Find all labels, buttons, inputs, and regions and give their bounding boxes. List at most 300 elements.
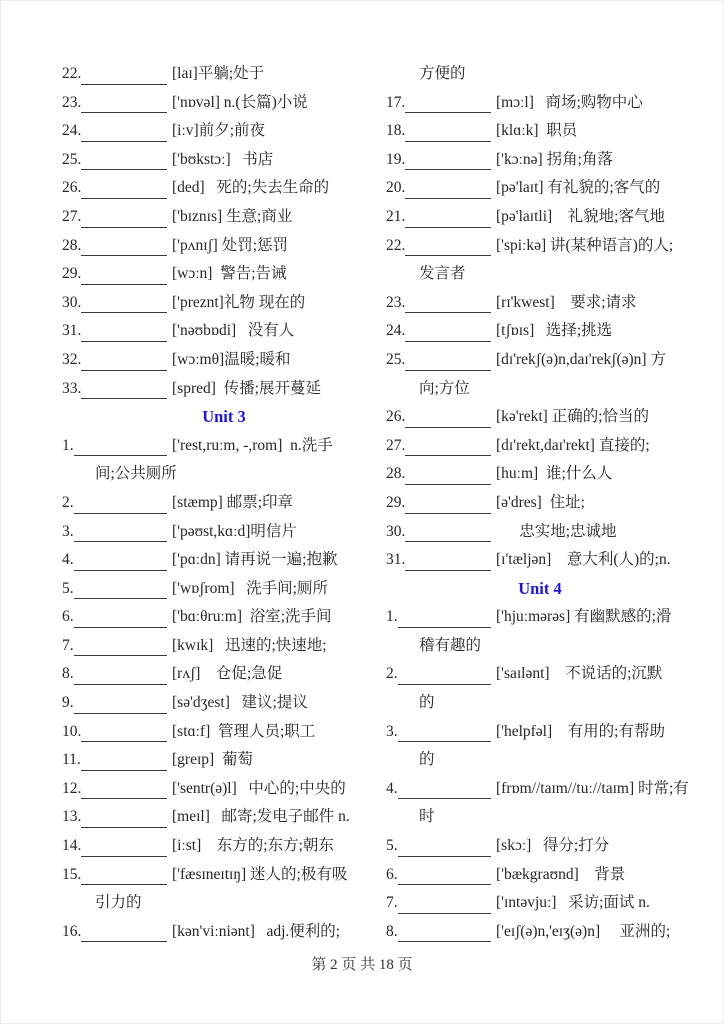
- fill-in-blank: [81, 317, 167, 342]
- entry-number: 2.: [62, 493, 74, 511]
- chinese-meaning: 建议;提议: [229, 694, 308, 712]
- entry-numline: [62, 346, 167, 375]
- ipa-pronunciation: [tʃɒɪs]: [496, 322, 535, 340]
- entry-text: [167, 637, 327, 654]
- ipa-pronunciation: ['rest,ruːm, -,rom]: [172, 436, 283, 454]
- chinese-meaning: 东方的;东方;朝东: [201, 837, 334, 855]
- entry-numline: [62, 632, 167, 661]
- ipa-pronunciation: [greɪp]: [172, 751, 215, 769]
- continuation-line: 时: [419, 808, 435, 826]
- entry-number: 27.: [62, 207, 82, 225]
- chinese-meaning: 平躺;处于: [197, 65, 265, 82]
- vocab-entry: [62, 546, 386, 575]
- fill-in-blank: [405, 317, 491, 342]
- chinese-meaning: 温暖;暖和: [224, 350, 291, 368]
- entry-numline: [386, 289, 491, 318]
- vocab-entry: [62, 775, 386, 804]
- vocab-entry: [386, 489, 694, 518]
- entry-number: 7.: [62, 636, 74, 654]
- entry-number: 31.: [386, 551, 406, 569]
- entry-numline: [386, 174, 491, 203]
- entry-number: 21.: [386, 207, 406, 225]
- chinese-meaning: 直接的;: [594, 436, 650, 454]
- fill-in-blank: [398, 718, 491, 743]
- entry-text: [491, 923, 670, 940]
- ipa-pronunciation: [rʌʃ]: [172, 665, 201, 683]
- vocab-entry: [62, 718, 386, 747]
- vocab-entry: [386, 832, 694, 861]
- chinese-meaning: 忠实地;忠诚地: [496, 522, 617, 540]
- entry-text: [167, 751, 253, 768]
- entry-text: [167, 923, 340, 940]
- vocab-entry: [62, 232, 386, 261]
- chinese-meaning: 礼貌地;客气地: [552, 207, 665, 225]
- chinese-meaning: 仓促;急促: [200, 665, 283, 683]
- fill-in-blank: [405, 403, 491, 428]
- chinese-meaning: 迷人的;极有吸: [246, 865, 348, 883]
- continuation-line: 向;方位: [419, 379, 470, 397]
- vocab-entry: [386, 775, 694, 804]
- entry-numline: [386, 232, 491, 261]
- vocab-entry: [386, 546, 694, 575]
- entry-text: [167, 94, 308, 111]
- entry-numline: [386, 832, 491, 861]
- entry-text: [167, 723, 315, 740]
- chinese-meaning: 背景: [578, 865, 626, 883]
- unit-heading: Unit 3: [202, 407, 246, 427]
- entry-numline: [386, 460, 491, 489]
- entry-text: [167, 294, 305, 311]
- chinese-meaning: 拐角;角落: [542, 150, 613, 168]
- fill-in-blank: [405, 89, 491, 114]
- fill-in-blank: [81, 289, 167, 314]
- ipa-pronunciation: ['kɔːnə]: [496, 150, 543, 168]
- fill-in-blank: [405, 489, 491, 514]
- vocab-entry: [62, 375, 386, 404]
- entry-numline: [62, 718, 167, 747]
- ipa-pronunciation: [frɒm//taɪm//tuː//taɪm]: [496, 779, 635, 797]
- fill-in-blank: [398, 861, 491, 886]
- ipa-pronunciation: ['eɪʃ(ə)n,'eɪʒ(ə)n]: [496, 922, 601, 940]
- continuation-line: 的: [419, 694, 435, 712]
- ipa-pronunciation: [rɪ'kwest]: [496, 293, 555, 311]
- ipa-pronunciation: [pə'laɪtli]: [496, 207, 553, 225]
- fill-in-blank: [405, 174, 491, 199]
- entry-numline: [62, 289, 167, 318]
- entry-number: 1.: [62, 436, 74, 454]
- entry-text: [491, 437, 650, 454]
- chinese-meaning: 不说话的;沉默: [549, 665, 663, 683]
- fill-in-blank: [81, 746, 167, 771]
- entry-text: [167, 322, 294, 339]
- entry-number: 13.: [62, 808, 82, 826]
- fill-in-blank: [81, 718, 167, 743]
- entry-numline: [386, 317, 491, 346]
- entry-numline: [386, 889, 491, 918]
- ipa-pronunciation: ['bɪznɪs]: [172, 207, 223, 225]
- ipa-pronunciation: ['bʊkstɔː]: [172, 150, 231, 168]
- chinese-meaning: 谁;什么人: [538, 465, 613, 483]
- chinese-meaning: 得分;打分: [531, 837, 610, 855]
- entry-number: 23.: [386, 293, 406, 311]
- vocab-entry: [62, 346, 386, 375]
- entry-number: 25.: [386, 350, 406, 368]
- entry-number: 27.: [386, 436, 406, 454]
- entry-number: 20.: [386, 179, 406, 197]
- continuation-line: 间;公共厕所: [95, 465, 177, 483]
- entry-text: [491, 837, 609, 854]
- entry-numline: [386, 432, 491, 461]
- entry-numline: [62, 117, 167, 146]
- fill-in-blank: [81, 346, 167, 371]
- entry-numline: [62, 803, 167, 832]
- entry-number: 6.: [386, 865, 398, 883]
- ipa-pronunciation: [ded]: [172, 179, 205, 197]
- entry-number: 8.: [386, 922, 398, 940]
- chinese-meaning: 讲(某种语言)的人;: [546, 236, 674, 254]
- ipa-pronunciation: [klɑːk]: [496, 122, 539, 140]
- chinese-meaning: 洗手间;厕所: [234, 579, 328, 597]
- entry-number: 30.: [62, 293, 82, 311]
- chinese-meaning: 管理人员;职工: [210, 722, 316, 740]
- entry-numline: [62, 260, 167, 289]
- chinese-meaning: 时常;有: [634, 779, 689, 797]
- ipa-pronunciation: [kə'rekt]: [496, 408, 548, 426]
- vocab-entry: [386, 203, 694, 232]
- entry-number: 18.: [386, 122, 406, 140]
- vocab-entry: [62, 317, 386, 346]
- ipa-pronunciation: ['preznt]: [172, 293, 224, 311]
- entry-number: 14.: [62, 837, 82, 855]
- entry-number: 6.: [62, 608, 74, 626]
- entry-numline: [62, 89, 167, 118]
- chinese-meaning: 中心的;中央的: [236, 779, 346, 797]
- vocab-entry: [386, 403, 694, 432]
- entry-text: [167, 808, 350, 825]
- entry-numline: [62, 174, 167, 203]
- entry-text: [167, 237, 288, 254]
- chinese-meaning: 亚洲的;: [600, 922, 671, 940]
- ipa-pronunciation: ['nɒvəl]: [172, 93, 220, 111]
- vocab-entry: [386, 861, 694, 890]
- entry-text: [167, 494, 293, 511]
- chinese-meaning: 浴室;洗手间: [241, 608, 332, 626]
- entry-text: [167, 694, 308, 711]
- ipa-pronunciation: [mɔːl]: [496, 93, 534, 111]
- vocab-entry: [62, 861, 386, 890]
- unit-heading: Unit 4: [518, 578, 562, 598]
- entry-text: [491, 608, 671, 625]
- chinese-meaning: 邮票;印章: [222, 493, 293, 511]
- fill-in-blank: [405, 546, 491, 571]
- vocab-entry: [62, 260, 386, 289]
- entry-number: 26.: [62, 179, 82, 197]
- entry-text: [167, 523, 297, 540]
- ipa-pronunciation: ['fæsɪneɪtɪŋ]: [172, 865, 247, 883]
- chinese-meaning: 明信片: [250, 522, 297, 540]
- continuation-line: 引力的: [95, 894, 142, 912]
- entry-text: [491, 408, 649, 425]
- fill-in-blank: [74, 660, 167, 685]
- entry-text: [491, 237, 673, 254]
- chinese-meaning: 采访;面试 n.: [556, 894, 650, 912]
- ipa-pronunciation: [iːst]: [172, 837, 202, 855]
- chinese-meaning: 正确的;恰当的: [547, 408, 650, 426]
- entry-number: 15.: [62, 865, 82, 883]
- ipa-pronunciation: ['saɪlənt]: [496, 665, 550, 683]
- fill-in-blank: [81, 861, 167, 886]
- entry-number: 19.: [386, 150, 406, 168]
- fill-in-blank: [81, 146, 167, 171]
- entry-text: [491, 294, 637, 311]
- chinese-meaning: 职员: [538, 122, 578, 140]
- continuation-line: 的: [419, 751, 435, 769]
- vocab-entry: [62, 432, 386, 461]
- vocab-entry: [62, 803, 386, 832]
- entry-number: 11.: [62, 751, 81, 769]
- vocab-entry: [62, 689, 386, 718]
- entry-text: [167, 551, 337, 568]
- entry-number: 12.: [62, 779, 82, 797]
- fill-in-blank: [74, 489, 167, 514]
- entry-text: [491, 723, 665, 740]
- entry-text: [167, 437, 333, 454]
- fill-in-blank: [405, 289, 491, 314]
- fill-in-blank: [398, 775, 491, 800]
- entry-text: [491, 122, 577, 139]
- entry-numline: [62, 146, 167, 175]
- page-footer: 第 2 页 共 18 页: [311, 957, 413, 974]
- entry-number: 24.: [62, 122, 82, 140]
- entry-text: [167, 151, 273, 168]
- entry-numline: [62, 689, 167, 718]
- entry-number: 29.: [386, 493, 406, 511]
- fill-in-blank: [405, 460, 491, 485]
- vocab-entry: [62, 918, 386, 947]
- chinese-meaning: 有幽默感的;滑: [570, 608, 672, 626]
- entry-number: 17.: [386, 93, 406, 111]
- entry-numline: [386, 403, 491, 432]
- ipa-pronunciation: ['hjuːmərəs]: [496, 608, 571, 626]
- entry-text: [167, 780, 346, 797]
- entry-number: 7.: [386, 894, 398, 912]
- entry-number: 24.: [386, 322, 406, 340]
- vocab-entry: [62, 632, 386, 661]
- entry-number: 23.: [62, 93, 82, 111]
- entry-text: [491, 208, 665, 225]
- entry-number: 4.: [386, 779, 398, 797]
- entry-numline: [62, 575, 167, 604]
- ipa-pronunciation: [stɑːf]: [172, 722, 211, 740]
- ipa-pronunciation: ['spiːkə]: [496, 236, 547, 254]
- fill-in-blank: [81, 775, 167, 800]
- fill-in-blank: [74, 575, 167, 600]
- ipa-pronunciation: [dɪ'rekt,daɪ'rekt]: [496, 436, 595, 454]
- entry-text: [167, 580, 328, 597]
- chinese-meaning: 生意;商业: [222, 207, 293, 225]
- fill-in-blank: [81, 832, 167, 857]
- fill-in-blank: [398, 832, 491, 857]
- entry-text: [167, 665, 282, 682]
- entry-text: [167, 351, 291, 368]
- entry-numline: [386, 918, 491, 947]
- entry-numline: [386, 660, 491, 689]
- fill-in-blank: [405, 117, 491, 142]
- entry-text: [491, 551, 671, 568]
- entry-text: [167, 179, 329, 196]
- vocab-entry: [62, 603, 386, 632]
- entry-number: 5.: [62, 579, 74, 597]
- vocab-entry: [386, 232, 694, 261]
- entry-numline: [62, 60, 167, 89]
- entry-text: [167, 122, 265, 139]
- entry-number: 3.: [62, 522, 74, 540]
- entry-number: 10.: [62, 722, 82, 740]
- vocab-entry: [62, 117, 386, 146]
- vocab-entry: [62, 660, 386, 689]
- entry-number: 29.: [62, 265, 82, 283]
- entry-numline: [386, 775, 491, 804]
- vocab-entry: [386, 89, 694, 118]
- vocab-entry: [62, 518, 386, 547]
- entry-number: 4.: [62, 551, 74, 569]
- ipa-pronunciation: ['sentr(ə)l]: [172, 779, 237, 797]
- entry-text: [491, 94, 643, 111]
- continuation-line: 稽有趣的: [419, 636, 482, 654]
- entry-numline: [62, 746, 167, 775]
- ipa-pronunciation: ['pʌnɪʃ]: [172, 236, 218, 254]
- entry-numline: [62, 832, 167, 861]
- entry-number: 25.: [62, 150, 82, 168]
- entry-text: [167, 265, 287, 282]
- ipa-pronunciation: ['nəʊbɒdi]: [172, 322, 237, 340]
- entry-number: 31.: [62, 322, 82, 340]
- vocab-entry: [386, 317, 694, 346]
- fill-in-blank: [81, 260, 167, 285]
- entry-text: [491, 894, 650, 911]
- fill-in-blank: [405, 203, 491, 228]
- chinese-meaning: 传播;展开蔓延: [215, 379, 321, 397]
- entry-text: [491, 523, 617, 540]
- left-column: [62, 60, 386, 946]
- fill-in-blank: [81, 117, 167, 142]
- entry-numline: [386, 146, 491, 175]
- vocab-entry: [62, 89, 386, 118]
- ipa-pronunciation: ['pəʊst,kɑːd]: [172, 522, 251, 540]
- entry-numline: [386, 603, 491, 632]
- entry-number: 8.: [62, 665, 74, 683]
- chinese-meaning: 迅速的;快速地;: [213, 636, 327, 654]
- ipa-pronunciation: [huːm]: [496, 465, 539, 483]
- vocab-entry: [62, 60, 386, 89]
- fill-in-blank: [405, 146, 491, 171]
- ipa-pronunciation: [kən'viːniənt]: [172, 922, 255, 940]
- entry-numline: [386, 89, 491, 118]
- fill-in-blank: [398, 918, 491, 943]
- chinese-meaning: n.(长篇)小说: [219, 93, 308, 111]
- entry-text: [491, 322, 612, 339]
- entry-text: [167, 208, 292, 225]
- entry-numline: [386, 861, 491, 890]
- entry-numline: [62, 546, 167, 575]
- ipa-pronunciation: [skɔː]: [496, 837, 532, 855]
- fill-in-blank: [81, 375, 167, 400]
- entry-numline: [62, 918, 167, 947]
- chinese-meaning: 没有人: [236, 322, 295, 340]
- vocab-entry: [386, 174, 694, 203]
- entry-text: [491, 179, 660, 196]
- chinese-meaning: 死的;失去生命的: [204, 179, 330, 197]
- fill-in-blank: [81, 60, 167, 85]
- chinese-meaning: 商场;购物中心: [533, 93, 643, 111]
- fill-in-blank: [81, 203, 167, 228]
- entry-number: 16.: [62, 922, 82, 940]
- vocab-entry: [386, 518, 694, 547]
- entry-number: 28.: [62, 236, 82, 254]
- entry-numline: [386, 518, 491, 547]
- vocab-entry: [386, 460, 694, 489]
- fill-in-blank: [405, 432, 491, 457]
- ipa-pronunciation: [sə'dʒest]: [172, 694, 230, 712]
- fill-in-blank: [398, 603, 491, 628]
- entry-number: 9.: [62, 694, 74, 712]
- vocab-entry: [386, 660, 694, 689]
- chinese-meaning: 葡萄: [214, 751, 253, 769]
- fill-in-blank: [81, 232, 167, 257]
- entry-number: 30.: [386, 522, 406, 540]
- fill-in-blank: [81, 174, 167, 199]
- vocab-entry: [62, 746, 386, 775]
- chinese-meaning: 有用的;有帮助: [552, 722, 665, 740]
- entry-text: [167, 866, 347, 883]
- fill-in-blank: [405, 346, 491, 371]
- vocab-entry: [386, 432, 694, 461]
- entry-number: 2.: [386, 665, 398, 683]
- right-column: [386, 60, 694, 946]
- continuation-line: 发言者: [419, 265, 466, 283]
- chinese-meaning: 处罚;惩罚: [217, 236, 289, 254]
- vocab-entry: [386, 289, 694, 318]
- entry-numline: [62, 232, 167, 261]
- ipa-pronunciation: [wɔːmθ]: [172, 350, 225, 368]
- fill-in-blank: [398, 889, 491, 914]
- ipa-pronunciation: [wɔːn]: [172, 265, 213, 283]
- entry-number: 32.: [62, 350, 82, 368]
- entry-text: [167, 380, 321, 397]
- vocab-entry: [386, 117, 694, 146]
- fill-in-blank: [74, 689, 167, 714]
- vocab-entry: [386, 146, 694, 175]
- chinese-meaning: 选择;挑选: [534, 322, 613, 340]
- entry-text: [491, 665, 662, 682]
- entry-numline: [62, 518, 167, 547]
- chinese-meaning: adj.便利的;: [254, 922, 341, 940]
- entry-text: [167, 65, 264, 82]
- chinese-meaning: 警告;告诫: [212, 265, 287, 283]
- entry-text: [491, 494, 585, 511]
- vocab-entry: [386, 889, 694, 918]
- continuation-line: 方便的: [419, 65, 466, 82]
- ipa-pronunciation: [iːv]: [172, 122, 199, 140]
- ipa-pronunciation: ['bækgraʊnd]: [496, 865, 579, 883]
- entry-numline: [386, 489, 491, 518]
- entry-number: 28.: [386, 465, 406, 483]
- entry-numline: [62, 861, 167, 890]
- entry-number: 3.: [386, 722, 398, 740]
- fill-in-blank: [81, 918, 167, 943]
- fill-in-blank: [74, 546, 167, 571]
- vocab-entry: [386, 718, 694, 747]
